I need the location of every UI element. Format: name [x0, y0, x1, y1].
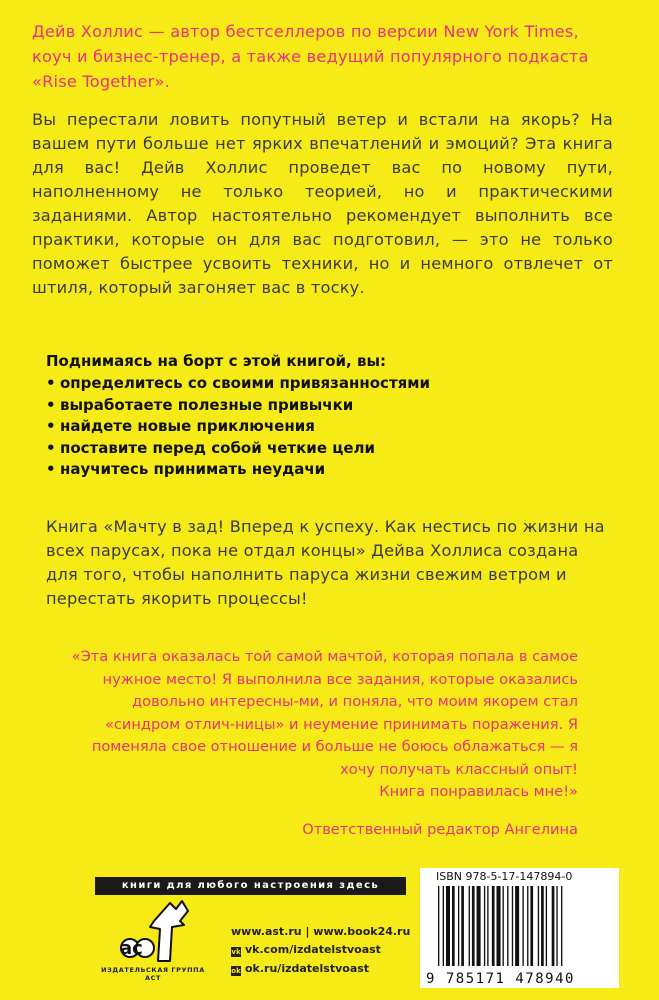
list-item: • определитесь со своими привязанностями [46, 373, 430, 395]
barcode-digits: 9 785171 478940 [426, 971, 575, 987]
bullet-icon: • [46, 438, 56, 457]
book-description: Книга «Мачту в зад! Вперед к успеху. Как нестись по жизни на всех парусах, пока не отдал концы» Дейва Холлиса создана для того, чтобы наполнить паруса жизни свежим ветром и перестать якорить процессы! [46, 517, 605, 608]
logo-text: ac [120, 938, 143, 959]
bullet-icon: • [46, 460, 56, 478]
reader-quote: «Эта книга оказалась той самой мачтой, которая попала в самое нужное место! Я выполнила все задания, которые оказались довольно интересны-ми, и поняла, что моим якорем стал «синдром отлич-ницы» и неумение принимать поражения. Я поменяла свое отношение и больше не боюсь облажаться — я хочу получать классный опыт! [71, 648, 578, 778]
list-item: • поставите перед собой четкие цели [46, 438, 430, 460]
reader-quote-end: Книга понравилась мне!» [379, 783, 578, 800]
list-item: • найдете новые приключения [46, 416, 430, 438]
list-title: Поднимаясь на борт с этой книгой, вы: [46, 352, 387, 370]
list-item: • научитесь принимать неудачи [46, 459, 430, 481]
barcode-box [420, 868, 619, 988]
vk-icon: vk [231, 948, 241, 956]
bullet-icon: • [46, 374, 56, 392]
tagline-banner: книги для любого настроения здесь [95, 877, 406, 895]
benefits-list [46, 373, 430, 481]
website-links: www.ast.ru | www.book24.ru [231, 925, 411, 938]
bullet-icon: • [46, 417, 56, 435]
publisher-name: ИЗДАТЕЛЬСКАЯ ГРУППА АСТ [101, 966, 205, 982]
editor-credit: Ответственный редактор Ангелина [302, 821, 578, 838]
bullet-icon: • [46, 395, 56, 414]
barcode-icon [438, 886, 608, 966]
list-item: • выработаете полезные привычки [46, 395, 430, 417]
vk-link: vk vk.com/izdatelstvoast [231, 943, 381, 956]
isbn-number: ISBN 978-5-17-147894-0 [436, 870, 573, 883]
author-bio: Дейв Холлис — автор бестселлеров по версии New York Times, коуч и бизнес-тренер, а также ведущий популярного подкаста «Rise Together». [32, 22, 589, 91]
ok-link: ok ok.ru/izdatelstvoast [231, 962, 370, 975]
ok-icon: ok [231, 967, 241, 975]
intro-text: Вы перестали ловить попутный ветер и встали на якорь? На вашем пути больше нет ярких впечатлений и эмоций? Эта книга для вас! Дейв Холлис проведет вас по новому пути, наполненному не только теорией, но и практическими заданиями. Автор настоятельно рекомендует выполнить все практики, которые он для вас подготовил, — это не только поможет быстрее усвоить техники, но и немного отвлечет от штиля, который загоняет вас в тоску. [32, 110, 613, 297]
ast-logo-icon [112, 895, 192, 975]
